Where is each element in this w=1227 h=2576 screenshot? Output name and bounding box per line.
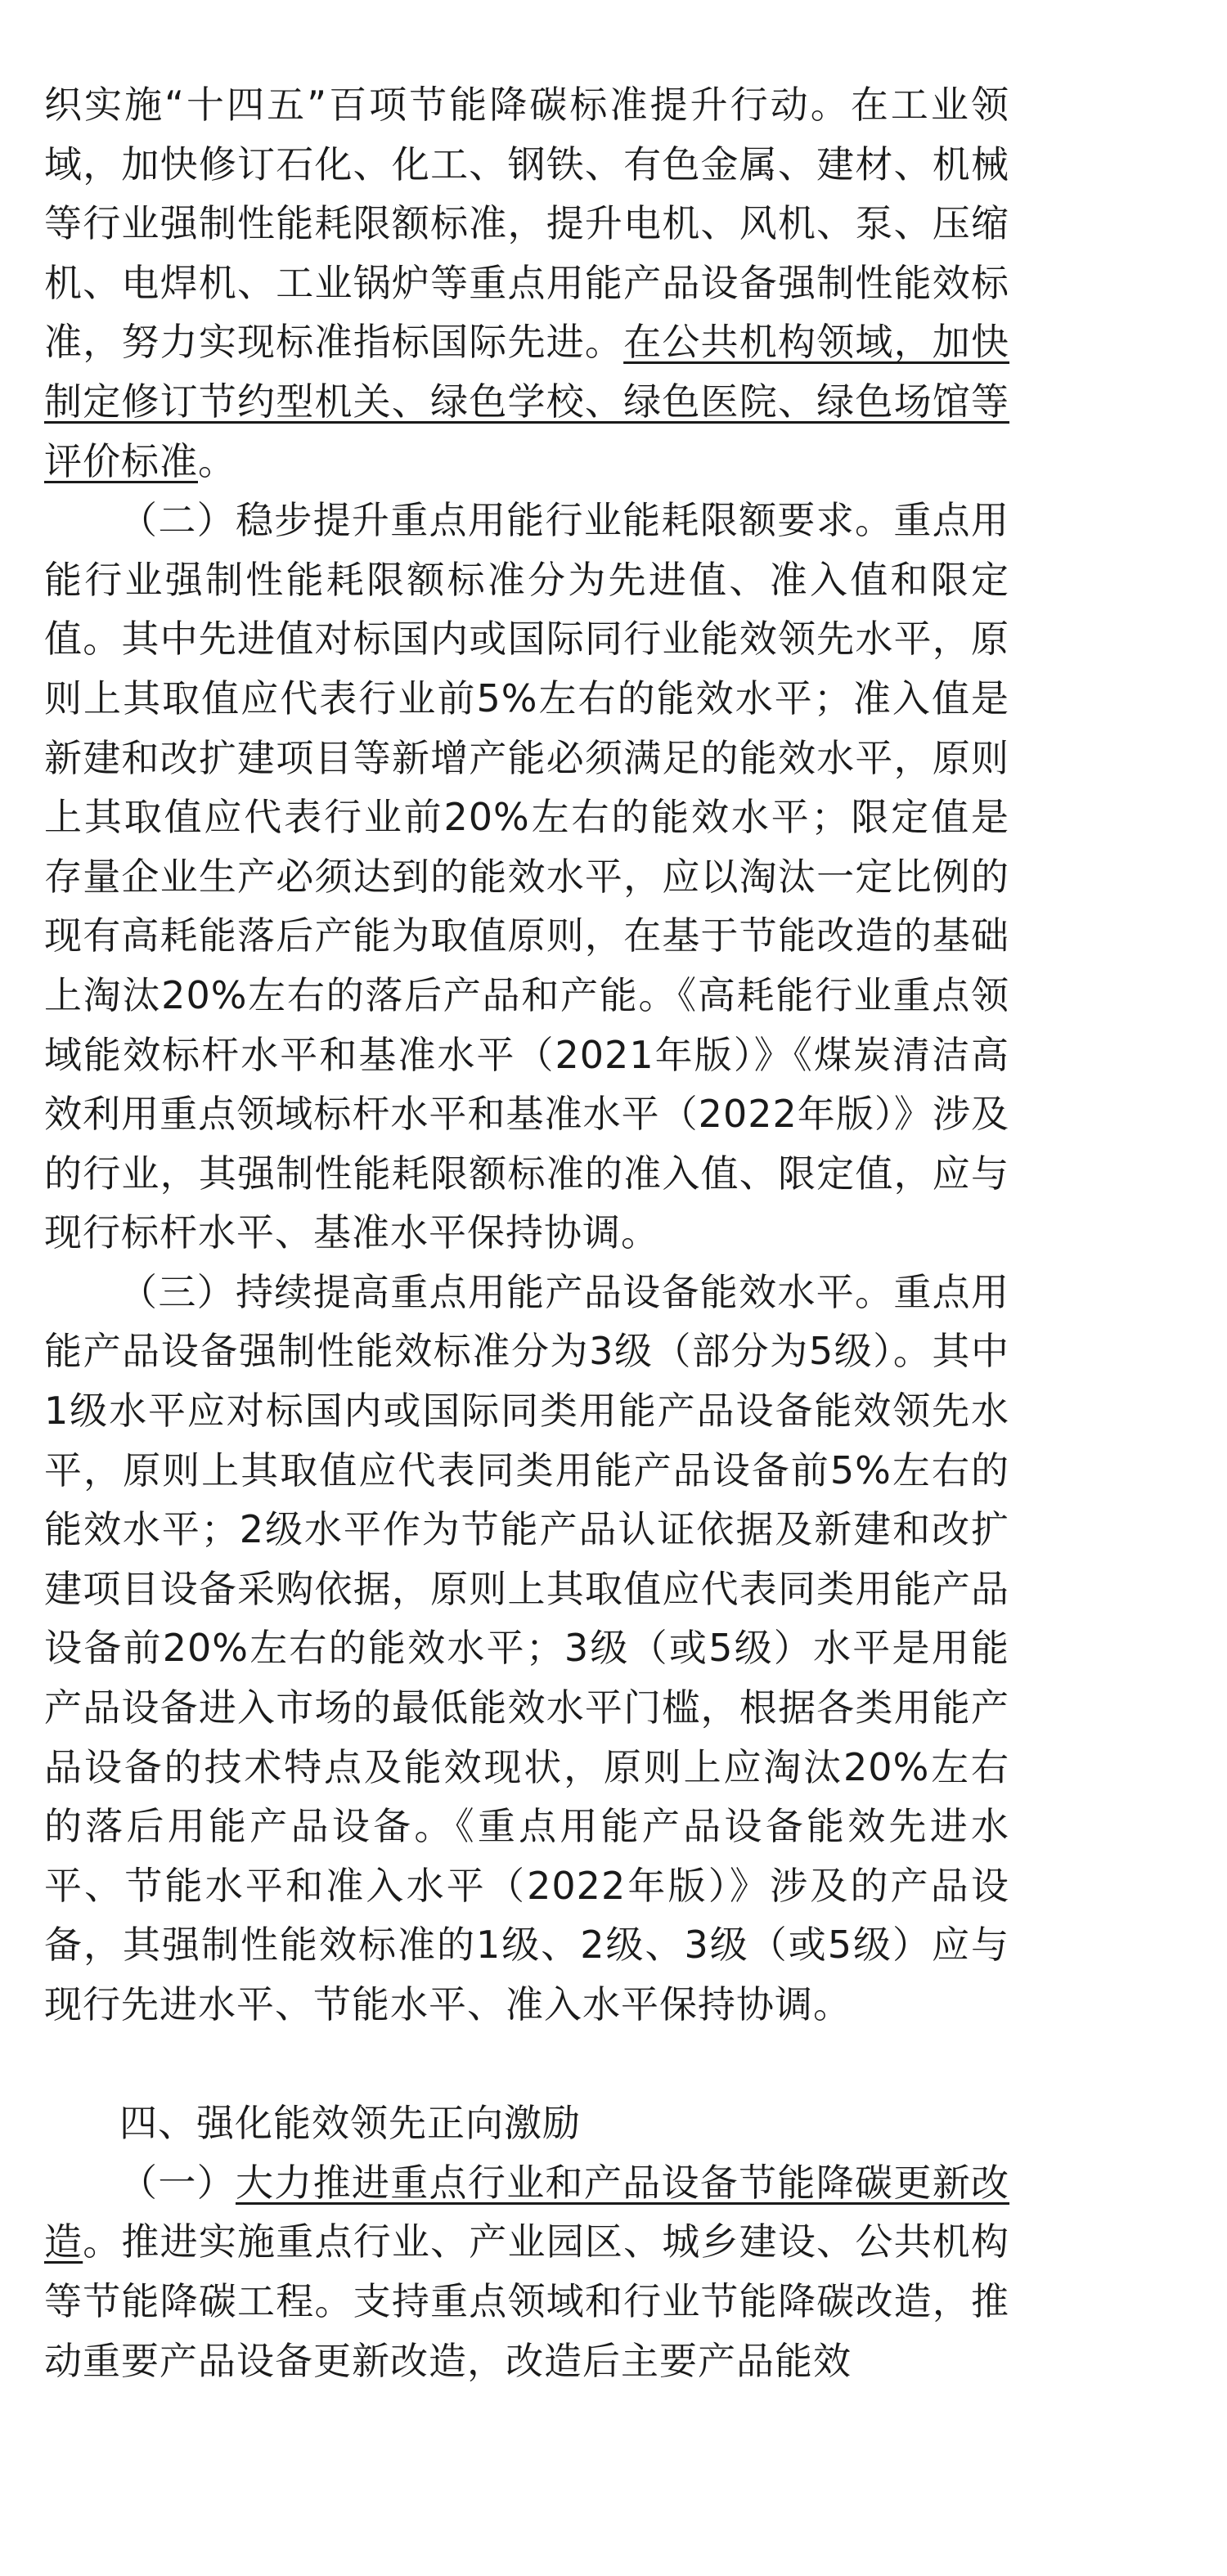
paragraph-prefix: （一） [119, 2160, 236, 2205]
paragraph-text: 织实施“十四五”百项节能降碳标准提升行动。在工业领域，加快修订石化、化工、钢铁、有色金属、建材、机械等行业强制性能耗限额标准，提升电机、风机、泵、压缩机、电焊机、工业锅炉等重点用能产品设备强制性能效标准，努力实现标准指标国际先进。 [44, 83, 1009, 365]
underlined-text: 在公共机构领域，加快制定修订节约型机关、绿色学校、绿色医院、绿色场馆等评价标准 [44, 320, 1010, 483]
paragraph-energy-saving-upgrade [44, 2153, 1009, 2390]
paragraph-text: 。 [198, 438, 236, 483]
paragraph-industry-energy-limits: （二）稳步提升重点用能行业能耗限额要求。重点用能行业强制性能耗限额标准分为先进值、准入值和限定值。其中先进值对标国内或国际同行业能效领先水平，原则上其取值应代表行业前5%左右的能效水平；准入值是新建和改扩建项目等新增产能必须满足的能效水平，原则上其取值应代表行业前20%左右的能效水平；限定值是存量企业生产必须达到的能效水平，应以淘汰一定比例的现有高耗能落后产能为取值原则，在基于节能改造的基础上淘汰20%左右的落后产品和产能。《高耗能行业重点领域能效标杆水平和基准水平（2021年版）》《煤炭清洁高效利用重点领域标杆水平和基准水平（2022年版）》涉及的行业，其强制性能耗限额标准的准入值、限定值，应与现行标杆水平、基准水平保持协调。 [44, 498, 1009, 1255]
paragraph-standards-action [44, 75, 1009, 491]
blank-line [44, 2035, 1009, 2094]
section-heading: 四、强化能效领先正向激励 [119, 2101, 581, 2146]
document-page [44, 75, 1009, 2390]
paragraph-text: 。推进实施重点行业、产业园区、城乡建设、公共机构等节能降碳工程。支持重点领域和行业节能降碳改造，推动重要产品设备更新改造，改造后主要产品能效 [44, 2219, 1010, 2383]
paragraph-product-efficiency: （三）持续提高重点用能产品设备能效水平。重点用能产品设备强制性能效标准分为3级（部分为5级）。其中1级水平应对标国内或国际同类用能产品设备能效领先水平，原则上其取值应代表同类用能产品设备前5%左右的能效水平；2级水平作为节能产品认证依据及新建和改扩建项目设备采购依据，原则上其取值应代表同类用能产品设备前20%左右的能效水平；3级（或5级）水平是用能产品设备进入市场的最低能效水平门槛，根据各类用能产品设备的技术特点及能效现状，原则上应淘汰20%左右的落后用能产品设备。《重点用能产品设备能效先进水平、节能水平和准入水平（2022年版）》涉及的产品设备，其强制性能效标准的1级、2级、3级（或5级）应与现行先进水平、节能水平、准入水平保持协调。 [44, 1269, 1009, 2026]
underlined-text: 大力推进重点行业和产品设备节能降碳更新改造 [44, 2160, 1010, 2264]
